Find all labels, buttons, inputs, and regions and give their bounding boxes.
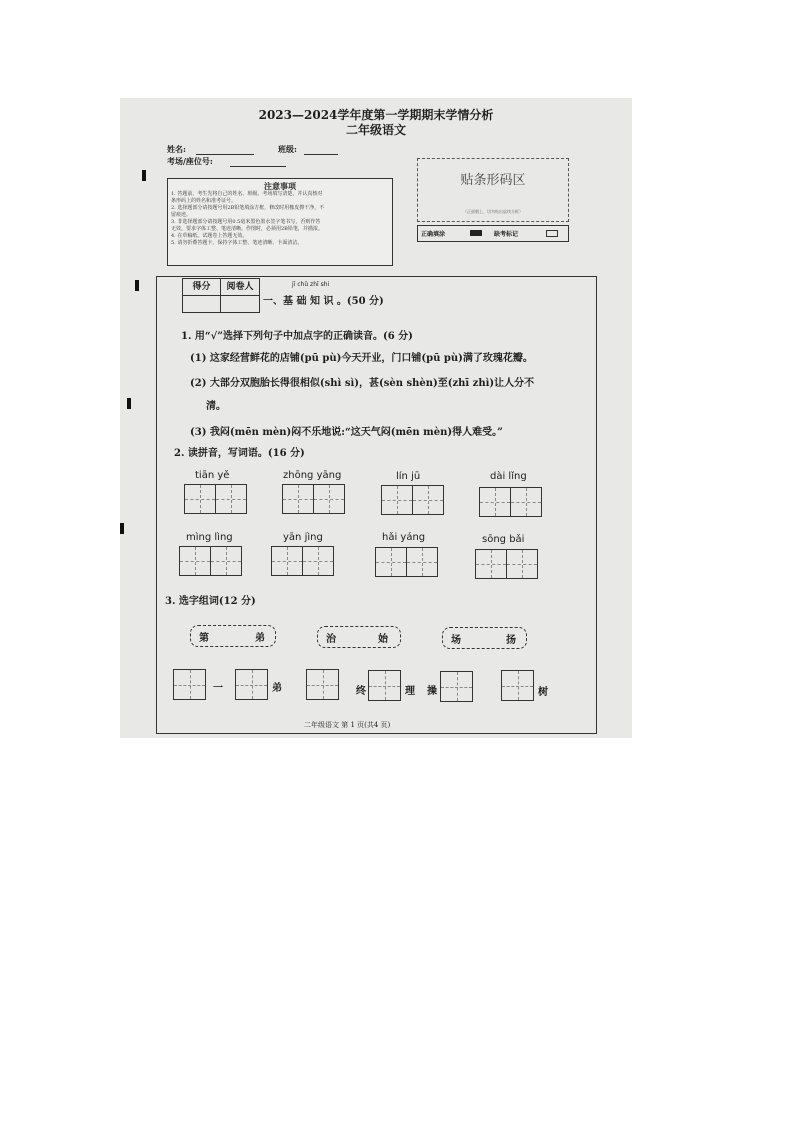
notice-line: 2. 选择题部分请按题号用2B铅笔填涂方框，修改时用橡皮擦干净，不 xyxy=(171,205,325,211)
answer-cell[interactable] xyxy=(368,670,401,701)
class-label: 班级: xyxy=(278,144,297,154)
fill-char: 弟 xyxy=(272,683,282,694)
char-pair-box xyxy=(442,627,527,649)
pinyin-label: dài lǐng xyxy=(490,471,527,482)
answer-cell[interactable] xyxy=(501,670,534,701)
score-table xyxy=(182,278,260,313)
pinyin-label: sōng bǎi xyxy=(482,534,525,545)
answer-cell[interactable] xyxy=(440,671,473,702)
answer-grid[interactable] xyxy=(184,484,247,514)
notice-line: 4. 在草稿纸、试题卷上答题无效。 xyxy=(171,233,248,239)
q1-sentence-2-cont: 清。 xyxy=(206,401,226,412)
registration-mark-icon xyxy=(120,523,124,534)
section1-pinyin: jī chǔ zhī shi xyxy=(292,281,330,288)
char-option: 治 xyxy=(326,634,336,645)
fill-char: 理 xyxy=(405,686,415,697)
notice-line: 留痕迹。 xyxy=(171,212,192,218)
notice-line: 条形码上的姓名和准考证号。 xyxy=(171,198,237,204)
barcode-subtitle: （正面朝上，切勿贴出虚线方框） xyxy=(463,209,523,214)
pinyin-label: mìng lìng xyxy=(186,532,233,543)
section1-title: 一、基 础 知 识 。(50 分) xyxy=(263,296,384,307)
correct-fill-sample-icon xyxy=(470,230,482,236)
char-pair-box xyxy=(190,625,276,647)
notice-title: 注意事项 xyxy=(264,181,296,191)
answer-grid[interactable] xyxy=(282,484,345,514)
answer-grid[interactable] xyxy=(475,549,538,579)
answer-cell[interactable] xyxy=(173,669,206,700)
page-footer: 二年级语文 第 1 页(共4 页) xyxy=(304,721,391,729)
score-table-divider xyxy=(220,295,221,312)
grader-header: 阅卷人 xyxy=(221,279,259,296)
pinyin-label: zhōng yāng xyxy=(283,470,342,481)
fill-mark-box xyxy=(417,225,569,242)
answer-cell[interactable] xyxy=(306,669,339,700)
absent-mark-checkbox[interactable] xyxy=(546,230,558,237)
q1-sentence-1: (1) 这家经营鲜花的店铺(pū pù)今天开业，门口铺(pū pù)满了玫瑰花瓣。 xyxy=(190,353,533,364)
exam-subtitle: 二年级语文 xyxy=(345,123,406,137)
notice-line: 无效。要求字体工整、笔迹清晰。作图时，必须用2B铅笔，并描浓。 xyxy=(171,226,323,232)
score-header: 得分 xyxy=(183,279,221,296)
answer-cell[interactable] xyxy=(235,669,268,700)
q1-sentence-2: (2) 大部分双胞胎长得很相似(shì sì)，甚(sèn shèn)至(zhī zhì)让人分不 xyxy=(190,378,535,389)
char-option: 第 xyxy=(199,633,209,644)
answer-grid[interactable] xyxy=(479,487,542,517)
char-option: 扬 xyxy=(506,635,516,646)
char-option: 场 xyxy=(451,635,461,646)
answer-grid[interactable] xyxy=(179,546,242,576)
answer-grid[interactable] xyxy=(271,546,334,576)
correct-fill-label: 正确填涂 xyxy=(421,231,446,238)
exam-title: 2023—2024学年度第一学期期末学情分析 xyxy=(258,108,494,122)
seat-label: 考场/座位号: xyxy=(167,156,213,166)
absent-mark-label: 缺考标记 xyxy=(494,231,519,238)
pinyin-label: lín jū xyxy=(396,471,421,482)
barcode-title: 贴条形码区 xyxy=(460,173,526,188)
answer-grid[interactable] xyxy=(381,485,444,515)
q3-title: 3. 选字组词(12 分) xyxy=(165,596,256,607)
q1-title: 1. 用“√”选择下列句子中加点字的正确读音。(6 分) xyxy=(181,331,413,342)
answer-grid[interactable] xyxy=(375,547,438,577)
class-field[interactable] xyxy=(304,145,338,155)
fill-char: 终 xyxy=(356,686,366,697)
pinyin-label: hǎi yáng xyxy=(382,532,426,543)
name-label: 姓名: xyxy=(167,144,186,154)
pinyin-label: tiān yě xyxy=(195,470,230,481)
char-option: 始 xyxy=(378,634,388,645)
barcode-area xyxy=(417,158,569,222)
notice-line: 3. 非选择题部分请按题号用0.5毫米黑色墨水签字笔书写，否则作答 xyxy=(171,219,321,225)
fill-char: 一 xyxy=(213,683,223,694)
registration-mark-icon xyxy=(142,170,146,181)
seat-field[interactable] xyxy=(230,157,286,167)
q2-title: 2. 读拼音，写词语。(16 分) xyxy=(174,448,305,459)
registration-mark-icon xyxy=(135,280,139,291)
notice-line: 5. 请勿折叠答题卡，保持字体工整、笔迹清晰、卡面清洁。 xyxy=(171,240,303,246)
q1-sentence-3: (3) 我闷(mēn mèn)闷不乐地说:“这天气闷(mēn mèn)得人难受。” xyxy=(190,427,503,438)
notice-line: 1. 答题前，考生先将自己的姓名、班级、考场填写清楚，并认真核对 xyxy=(171,191,323,197)
name-field[interactable] xyxy=(196,145,254,155)
exam-sheet xyxy=(120,98,632,738)
exam-photo xyxy=(120,98,632,738)
registration-mark-icon xyxy=(127,398,131,409)
notice-box xyxy=(167,178,393,266)
char-pair-box xyxy=(317,626,401,648)
char-option: 弟 xyxy=(255,633,265,644)
fill-char: 操 xyxy=(427,686,437,697)
fill-char: 树 xyxy=(538,687,548,698)
pinyin-label: yān jìng xyxy=(283,532,323,543)
